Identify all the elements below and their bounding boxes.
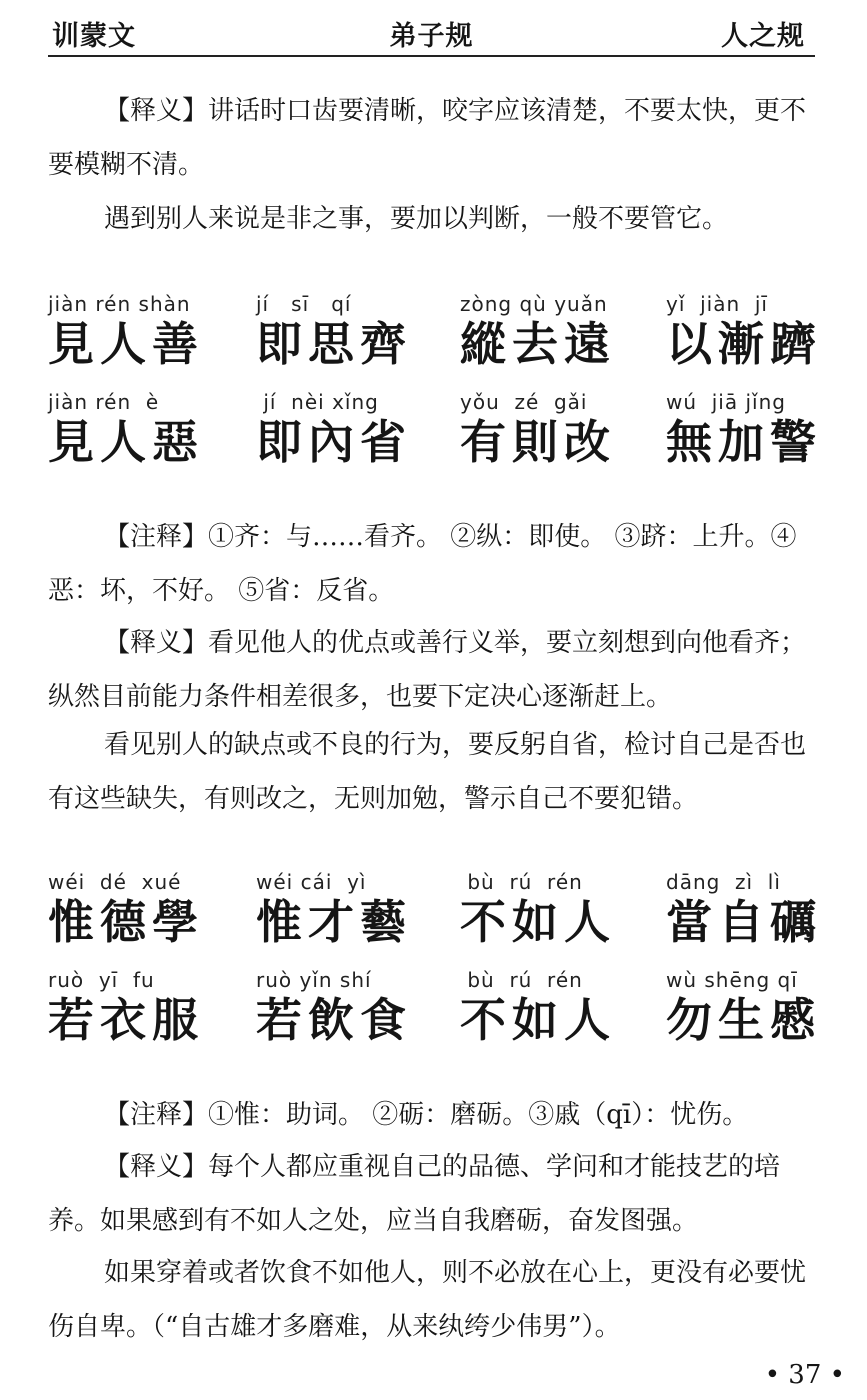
pinyin: zòng qù yuǎn <box>460 292 608 316</box>
hanzi: 即內省 <box>256 415 412 469</box>
pinyin: jí nèi xǐng <box>256 390 379 414</box>
pinyin: dāng zì lì <box>666 870 781 894</box>
hanzi: 勿生慼 <box>666 993 822 1047</box>
hanzi: 以漸躋 <box>666 317 822 371</box>
verse-phrase <box>256 292 426 388</box>
hanzi: 當自礪 <box>666 895 822 949</box>
verse-phrase <box>48 968 218 1064</box>
verse-phrase <box>48 870 218 966</box>
verse-phrase <box>460 870 630 966</box>
explanation-text-3: 【释义】看见他人的优点或善行义举，要立刻想到向他看齐；纵然目前能力条件相差很多，也要下定决心逐渐赶上。 <box>48 628 807 712</box>
header-center-title: 弟子规 <box>389 21 474 52</box>
verse-phrase <box>666 968 836 1064</box>
pinyin: yǒu zé gǎi <box>460 390 588 414</box>
hanzi: 不如人 <box>460 993 616 1047</box>
explanation-text-2: 遇到别人来说是非之事，要加以判断，一般不要管它。 <box>104 204 729 234</box>
verse-phrase <box>256 870 426 966</box>
explanation-paragraph-4 <box>48 718 818 826</box>
verse-phrase <box>666 292 836 388</box>
annotation-text-1: 【注释】①齐：与……看齐。 ②纵：即使。 ③跻：上升。④恶：坏，不好。 ⑤省：反省。 <box>48 522 797 606</box>
pinyin: ruò yǐn shí <box>256 968 372 992</box>
annotation-paragraph-2 <box>48 1088 818 1142</box>
header-rule <box>48 55 815 57</box>
verse-phrase <box>460 390 630 486</box>
explanation-paragraph-3 <box>48 616 818 724</box>
verse-phrase <box>460 292 630 388</box>
verse-phrase <box>666 390 836 486</box>
annotation-paragraph-1 <box>48 510 818 618</box>
annotation-text-2: 【注释】①惟：助词。 ②砺：磨砺。③戚（qī）：忧伤。 <box>104 1100 749 1130</box>
pinyin: wéi cái yì <box>256 870 367 894</box>
pinyin: jiàn rén shàn <box>48 292 191 316</box>
hanzi: 若飲食 <box>256 993 412 1047</box>
verse-phrase <box>460 968 630 1064</box>
pinyin: bù rú rén <box>460 968 583 992</box>
verse-line-2 <box>48 390 828 486</box>
hanzi: 若衣服 <box>48 993 204 1047</box>
verse-phrase <box>256 968 426 1064</box>
verse-phrase <box>666 870 836 966</box>
hanzi: 即思齊 <box>256 317 412 371</box>
pinyin: wéi dé xué <box>48 870 182 894</box>
verse-phrase <box>48 292 218 388</box>
explanation-text-1: 【释义】讲话时口齿要清晰，咬字应该清楚，不要太快，更不要模糊不清。 <box>48 96 807 180</box>
hanzi: 縱去遠 <box>460 317 616 371</box>
explanation-paragraph-5 <box>48 1140 818 1248</box>
page-number: • 37 • <box>764 1360 845 1390</box>
pinyin: yǐ jiàn jī <box>666 292 768 316</box>
pinyin: jiàn rén è <box>48 390 160 414</box>
explanation-text-5: 【释义】每个人都应重视自己的品德、学问和才能技艺的培养。如果感到有不如人之处，应当自我磨砺，奋发图强。 <box>48 1152 781 1236</box>
verse-line-4 <box>48 968 828 1064</box>
hanzi: 惟才藝 <box>256 895 412 949</box>
hanzi: 不如人 <box>460 895 616 949</box>
verse-phrase <box>256 390 426 486</box>
verse-line-1 <box>48 292 828 388</box>
hanzi: 見人善 <box>48 317 204 371</box>
hanzi: 無加警 <box>666 415 822 469</box>
hanzi: 惟德學 <box>48 895 204 949</box>
hanzi: 有則改 <box>460 415 616 469</box>
page-header <box>48 10 815 54</box>
pinyin: ruò yī fu <box>48 968 155 992</box>
explanation-text-6: 如果穿着或者饮食不如他人，则不必放在心上，更没有必要忧伤自卑。（“自古雄才多磨难，从来纨绔少伟男”）。 <box>48 1258 807 1342</box>
verse-line-3 <box>48 870 828 966</box>
hanzi: 見人惡 <box>48 415 204 469</box>
header-left-title: 训蒙文 <box>52 21 136 52</box>
header-right-title: 人之规 <box>721 21 805 52</box>
pinyin: bù rú rén <box>460 870 583 894</box>
explanation-paragraph-2 <box>48 192 818 246</box>
pinyin: wú jiā jǐng <box>666 390 786 414</box>
explanation-paragraph-1 <box>48 84 818 192</box>
pinyin: jí sī qí <box>256 292 352 316</box>
explanation-paragraph-6 <box>48 1246 818 1354</box>
explanation-text-4: 看见别人的缺点或不良的行为，要反躬自省，检讨自己是否也有这些缺失，有则改之，无则加勉，警示自己不要犯错。 <box>48 730 807 814</box>
pinyin: wù shēng qī <box>666 968 798 992</box>
verse-phrase <box>48 390 218 486</box>
